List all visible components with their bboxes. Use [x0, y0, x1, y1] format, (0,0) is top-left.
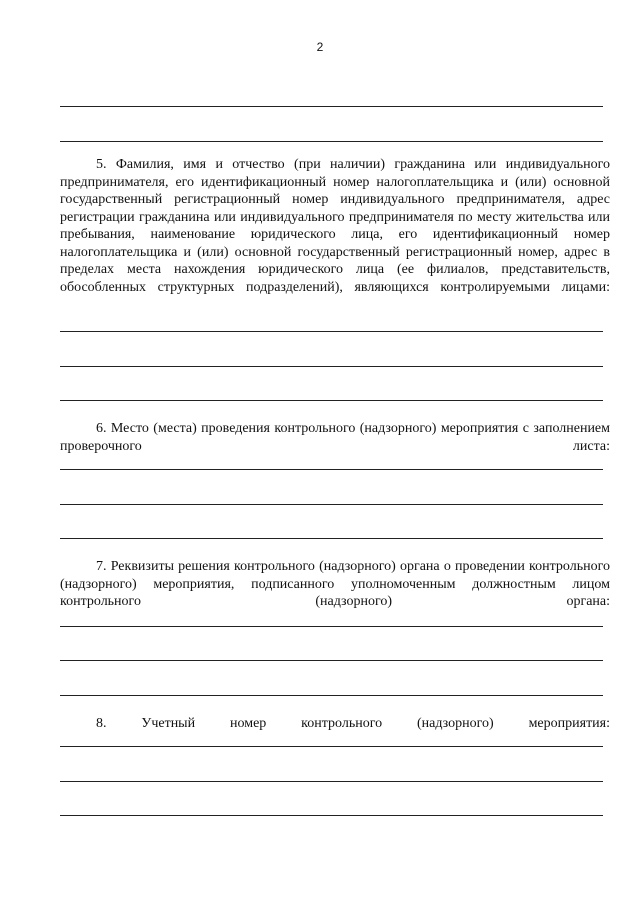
section-5-text: Фамилия, имя и отчество (при наличии) гражданина или индивидуального предпринимателя, его идентификационный номер налогоплательщика и (или) основной государственный регистрационный номер индивидуального предпринимателя, адрес регистрации гражданина или индивидуального предпринимателя по месту жительства или пребывания, наименование юридического лица, его идентификационный номер налогоплательщика и (или) основной государственный регистрационный номер, адрес в пределах места нахождения юридического лица (ее филиалов, представительств, обособленных структурных подразделений), являющихся контролируемыми лицами: — [60, 157, 611, 295]
fill-line — [60, 660, 603, 661]
fill-line — [60, 695, 603, 696]
fill-line — [60, 141, 603, 142]
section-7-number: 7. — [96, 559, 107, 574]
fill-line — [60, 106, 603, 107]
page-number: 2 — [316, 40, 324, 54]
section-6-paragraph — [60, 420, 610, 455]
fill-line — [60, 626, 603, 627]
fill-line — [60, 400, 603, 401]
fill-line — [60, 815, 603, 816]
section-5-paragraph — [60, 156, 610, 296]
fill-line — [60, 504, 603, 505]
fill-line — [60, 366, 603, 367]
section-5-number: 5. — [96, 157, 107, 172]
section-8-paragraph — [60, 715, 610, 733]
section-6-text: Место (места) проведения контрольного (надзорного) мероприятия с заполнением проверочного листа: — [60, 421, 611, 454]
fill-line — [60, 746, 603, 747]
section-8-number: 8. — [96, 716, 107, 731]
fill-line — [60, 469, 603, 470]
fill-line — [60, 781, 603, 782]
section-8-text: Учетный номер контрольного (надзорного) мероприятия: — [141, 716, 611, 731]
fill-line — [60, 331, 603, 332]
section-7-paragraph — [60, 558, 610, 611]
section-6-number: 6. — [96, 421, 107, 436]
section-7-text: Реквизиты решения контрольного (надзорного) органа о проведении контрольного (надзорного) мероприятия, подписанного уполномоченным должностным лицом контрольного (надзорного) органа: — [60, 559, 610, 609]
fill-line — [60, 538, 603, 539]
